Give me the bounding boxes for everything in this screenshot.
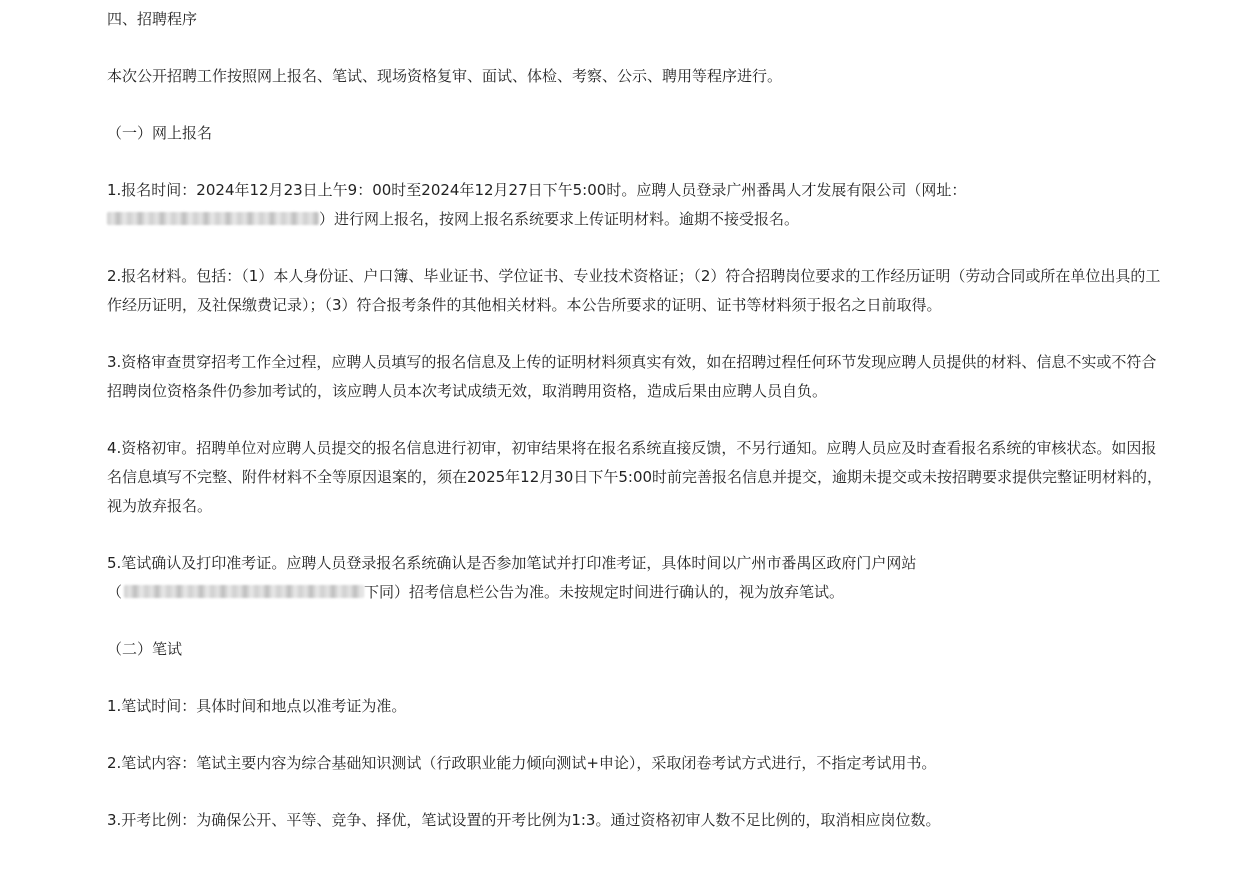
intro-paragraph: 本次公开招聘工作按照网上报名、笔试、现场资格复审、面试、体检、考察、公示、聘用等程序进行。	[107, 67, 783, 85]
item-exam-confirmation	[107, 549, 1167, 607]
subsection-heading-online-registration: （一）网上报名	[107, 124, 213, 142]
registration-time-text-continued: ）进行网上报名，按网上报名系统要求上传证明材料。逾期不接受报名。	[319, 210, 800, 228]
subsection-heading-written-exam: （二）笔试	[107, 640, 183, 658]
item-registration-time	[107, 176, 1167, 234]
exam-confirmation-text: 5.笔试确认及打印准考证。应聘人员登录报名系统确认是否参加笔试并打印准考证，具体时间以广州市番禺区政府门户网站	[107, 554, 917, 572]
redacted-url	[107, 212, 319, 225]
registration-time-text: 1.报名时间：2024年12月23日上午9：00时至2024年12月27日下午5:00时。应聘人员登录广州番禺人才发展有限公司（网址：	[107, 181, 967, 199]
item-registration-materials: 2.报名材料。包括：（1）本人身份证、户口簿、毕业证书、学位证书、专业技术资格证；（2）符合招聘岗位要求的工作经历证明（劳动合同或所在单位出具的工作经历证明，及社保缴费记录）；（3）符合报考条件的其他相关材料。本公告所要求的证明、证书等材料须于报名之日前取得。	[107, 267, 1161, 314]
item-preliminary-review: 4.资格初审。招聘单位对应聘人员提交的报名信息进行初审，初审结果将在报名系统直接反馈，不另行通知。应聘人员应及时查看报名系统的审核状态。如因报名信息填写不完整、附件材料不全等原因退案的，须在2025年12月30日下午5:00时前完善报名信息并提交，逾期未提交或未按招聘要求提供完整证明材料的，视为放弃报名。	[107, 439, 1163, 515]
section-title: 四、招聘程序	[107, 10, 198, 28]
document-body	[107, 0, 1167, 835]
open-paren: （	[107, 583, 123, 601]
item-exam-time: 1.笔试时间：具体时间和地点以准考证为准。	[107, 697, 407, 715]
item-qualification-review: 3.资格审查贯穿招考工作全过程，应聘人员填写的报名信息及上传的证明材料须真实有效，如在招聘过程任何环节发现应聘人员提供的材料、信息不实或不符合招聘岗位资格条件仍参加考试的，该应聘人员本次考试成绩无效，取消聘用资格，造成后果由应聘人员自负。	[107, 353, 1157, 400]
exam-confirmation-text-continued: 下同）招考信息栏公告为准。未按规定时间进行确认的，视为放弃笔试。	[364, 583, 845, 601]
redacted-url	[124, 585, 364, 598]
item-exam-ratio: 3.开考比例：为确保公开、平等、竞争、择优，笔试设置的开考比例为1:3。通过资格初审人数不足比例的，取消相应岗位数。	[107, 811, 941, 829]
item-exam-content: 2.笔试内容：笔试主要内容为综合基础知识测试（行政职业能力倾向测试+申论），采取闭卷考试方式进行，不指定考试用书。	[107, 754, 937, 772]
